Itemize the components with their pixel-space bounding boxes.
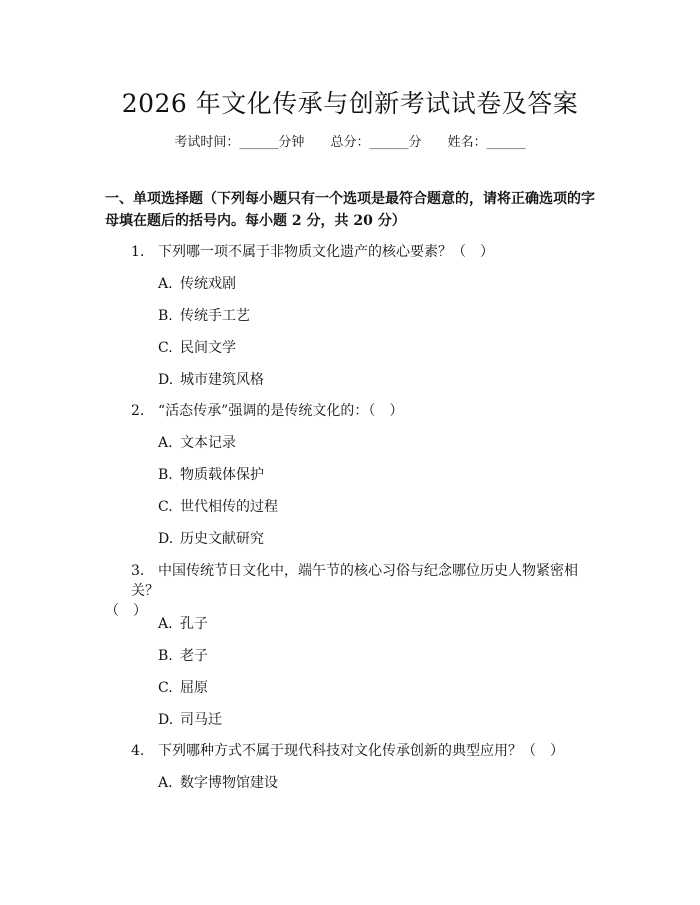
option-letter: D. [158,531,174,547]
question-1 [131,242,494,262]
option-text: 物质载体保护 [180,467,264,483]
option-3b [158,646,208,666]
question-number: 2. [131,403,145,419]
option-text: 传统戏剧 [180,276,236,292]
question-number: 3. [131,563,145,579]
option-text: 传统手工艺 [180,308,250,324]
exam-time-field: 考试时间：______分钟 [174,135,305,150]
option-letter: B. [158,648,173,664]
option-letter: A. [158,435,173,451]
question-number: 4. [131,743,145,759]
question-number: 1. [131,244,145,260]
option-letter: A. [158,775,173,791]
total-score-field: 总分：______分 [330,135,422,150]
option-letter: C. [158,340,173,356]
option-1d [158,370,264,390]
option-letter: D. [158,712,174,728]
option-4a [158,773,278,793]
option-2b [158,465,264,485]
option-text: 世代相传的过程 [180,499,278,515]
option-letter: A. [158,616,173,632]
question-text-continued: （ ） [105,603,147,619]
question-text: “活态传承”强调的是传统文化的：（ ） [158,403,404,419]
option-3c [158,678,208,698]
option-text: 文本记录 [180,435,236,451]
question-text: 中国传统节日文化中，端午节的核心习俗与纪念哪位历史人物紧密相关？ [131,563,578,599]
option-letter: B. [158,308,173,324]
option-text: 老子 [180,648,208,664]
option-text: 孔子 [180,616,208,632]
option-text: 屈原 [180,680,208,696]
question-text: 下列哪一项不属于非物质文化遗产的核心要素？（ ） [158,244,494,260]
section-heading [105,188,595,232]
option-letter: B. [158,467,173,483]
option-text: 数字博物馆建设 [180,775,278,791]
question-4 [131,741,564,761]
question-2 [131,401,403,421]
option-2d [158,529,264,549]
option-1a [158,274,236,294]
option-3d [158,710,222,730]
option-letter: C. [158,680,173,696]
option-letter: A. [158,276,173,292]
option-2a [158,433,236,453]
option-text: 历史文献研究 [180,531,264,547]
name-field: 姓名：______ [447,135,526,150]
page-title: 2026 年文化传承与创新考试试卷及答案 [121,89,579,118]
question-3 [105,561,595,621]
option-1b [158,306,250,326]
option-text: 民间文学 [180,340,236,356]
option-text: 司马迁 [180,712,222,728]
section-heading-line: 一、单项选择题（下列每小题只有一个选项是最符合题意的，请将正确选项的字 [105,191,595,207]
option-1c [158,338,236,358]
option-3a [158,614,208,634]
option-letter: C. [158,499,173,515]
option-2c [158,497,278,517]
exam-meta [0,131,700,150]
option-letter: D. [158,372,174,388]
section-heading-line: 母填在题后的括号内。每小题 2 分，共 20 分） [105,213,406,229]
option-text: 城市建筑风格 [180,372,264,388]
question-text: 下列哪种方式不属于现代科技对文化传承创新的典型应用？（ ） [158,743,564,759]
